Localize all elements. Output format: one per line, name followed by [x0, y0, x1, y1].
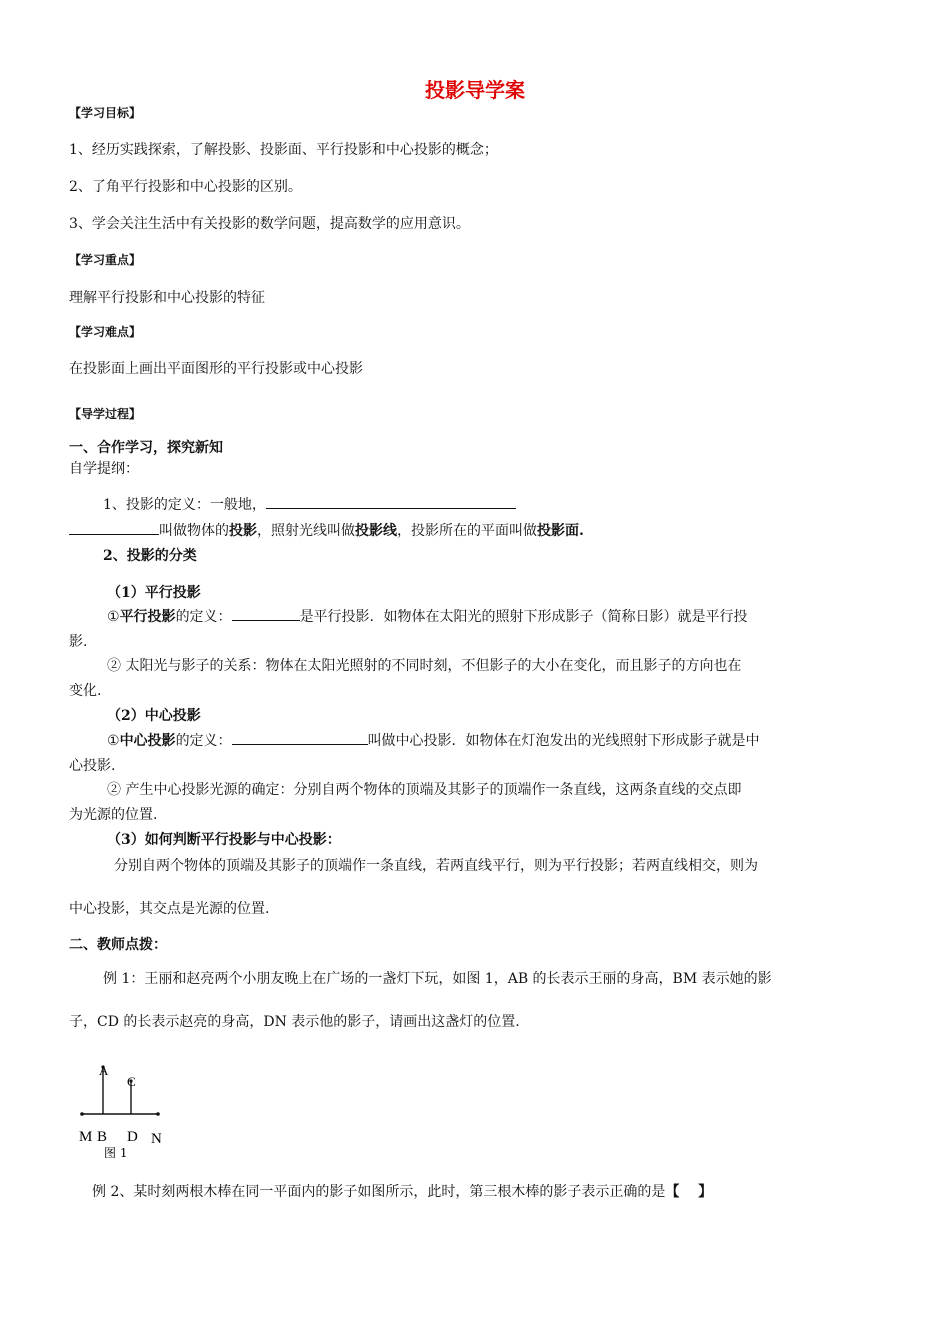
parallel-definition	[107, 606, 748, 626]
sunlight-relation-end: 变化.	[69, 683, 102, 699]
example2	[92, 1181, 712, 1201]
difficulty-text: 在投影面上画出平面图形的平行投影或中心投影	[69, 361, 363, 377]
point-m	[80, 1112, 84, 1116]
goal-3: 3、学会关注生活中有关投影的数学问题，提高数学的应用意识。	[69, 216, 470, 232]
part2-heading: 二、教师点拨：	[69, 937, 167, 953]
part1-heading: 一、合作学习，探究新知	[69, 440, 223, 456]
def-text-c: ，照射光线叫做	[257, 523, 355, 539]
goal-2: 2、了角平行投影和中心投影的区别。	[69, 179, 302, 195]
judge-heading: （3）如何判断平行投影与中心投影：	[107, 832, 341, 848]
section-key: 【学习重点】	[69, 253, 142, 267]
figure-caption: 图 1	[104, 1146, 128, 1160]
key-text: 理解平行投影和中心投影的特征	[69, 290, 265, 306]
term-projection: 投影	[229, 523, 257, 539]
classification-heading: 2、投影的分类	[103, 548, 197, 564]
figure-1	[60, 1055, 190, 1165]
circled-1: ①	[107, 609, 120, 625]
label-a: A	[99, 1063, 109, 1078]
judge-text: 分别自两个物体的顶端及其影子的顶端作一条直线，若两直线平行，则为平行投影；若两直线相交，则为	[114, 858, 758, 874]
section-difficulty: 【学习难点】	[69, 325, 142, 339]
label-m: M	[79, 1129, 93, 1145]
label-c: C	[127, 1074, 136, 1089]
outline-label: 自学提纲：	[69, 461, 139, 477]
example1-text: 例 1：王丽和赵亮两个小朋友晚上在广场的一盏灯下玩，如图 1，AB 的长表示王丽的身高，BM 表示她的影	[103, 971, 772, 987]
def-text-g: .	[579, 523, 584, 539]
central-def-text: 叫做中心投影．如物体在灯泡发出的光线照射下形成影子就是中	[367, 733, 760, 749]
parallel-heading: （1）平行投影	[107, 585, 201, 601]
label-d: D	[127, 1129, 138, 1145]
label-b: B	[97, 1129, 108, 1145]
goal-1: 1、经历实践探索，了解投影、投影面、平行投影和中心投影的概念；	[69, 142, 498, 158]
section-goals: 【学习目标】	[69, 106, 142, 120]
def-text-e: ，投影所在的平面叫做	[397, 523, 537, 539]
judge-text-end: 中心投影，其交点是光源的位置.	[69, 901, 270, 917]
central-def-label: 的定义：	[175, 733, 232, 749]
parallel-def-label: 的定义：	[175, 609, 232, 625]
term-projection-plane: 投影面	[537, 523, 579, 539]
light-source-method-end: 为光源的位置.	[69, 807, 158, 823]
central-heading: （2）中心投影	[107, 708, 201, 724]
example1-text-end: 子，CD 的长表示赵亮的身高，DN 表示他的影子，请画出这盏灯的位置.	[69, 1014, 520, 1030]
sunlight-relation: ② 太阳光与影子的关系：物体在太阳光照射的不同时刻，不但影子的大小在变化，而且影子的方向也在	[107, 658, 742, 674]
point-n	[156, 1112, 160, 1116]
term-parallel: 平行投影	[119, 609, 176, 625]
central-blank[interactable]	[232, 730, 368, 745]
page-title: 投影导学案	[425, 78, 525, 102]
parallel-blank[interactable]	[232, 606, 300, 621]
central-definition	[107, 730, 760, 750]
circled-1: ①	[107, 733, 120, 749]
central-def-end: 心投影.	[69, 758, 116, 774]
term-central: 中心投影	[119, 733, 176, 749]
answer-bracket[interactable]: 【 】	[665, 1184, 713, 1200]
definition-continued	[69, 520, 584, 540]
example2-text: 例 2、某时刻两根木棒在同一平面内的影子如图所示，此时，第三根木棒的影子表示正确的是	[92, 1184, 666, 1200]
def-text-a: 叫做物体的	[159, 523, 229, 539]
label-n: N	[151, 1131, 162, 1147]
light-source-method: ② 产生中心投影光源的确定：分别自两个物体的顶端及其影子的顶端作一条直线，这两条直线的交点即	[107, 782, 742, 798]
projection-definition	[103, 494, 516, 514]
section-process: 【导学过程】	[69, 407, 142, 421]
definition-label: 1、投影的定义：一般地，	[103, 497, 266, 513]
definition-blank-2[interactable]	[69, 520, 159, 535]
parallel-def-end: 影.	[69, 634, 88, 650]
definition-blank[interactable]	[266, 494, 516, 509]
parallel-def-text: 是平行投影．如物体在太阳光的照射下形成影子（简称日影）就是平行投	[299, 609, 748, 625]
term-projection-line: 投影线	[355, 523, 397, 539]
